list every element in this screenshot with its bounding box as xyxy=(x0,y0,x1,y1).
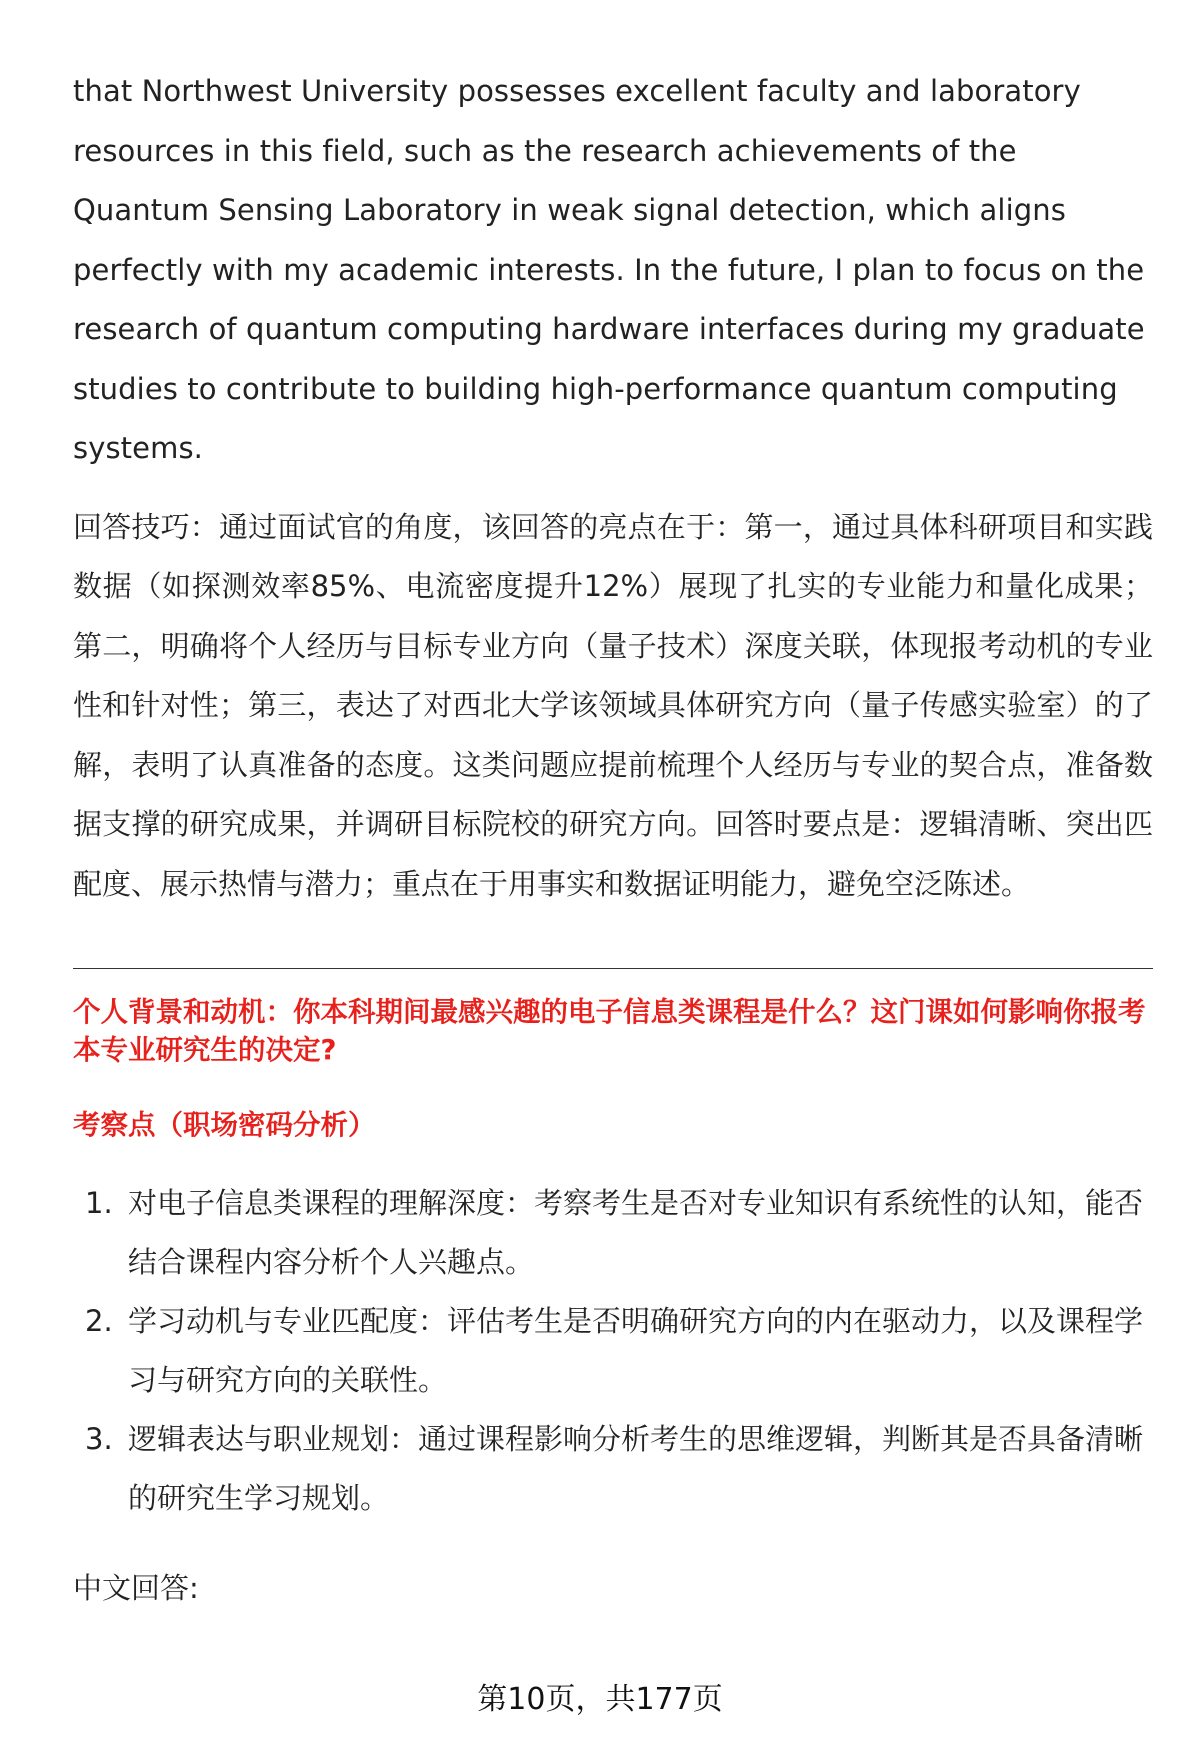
list-item xyxy=(73,1174,1153,1292)
list-item-text: 逻辑表达与职业规划：通过课程影响分析考生的思维逻辑，判断其是否具备清晰的研究生学习规划。 xyxy=(128,1422,1144,1515)
question-heading: 个人背景和动机：你本科期间最感兴趣的电子信息类课程是什么？这门课如何影响你报考本专业研究生的决定? xyxy=(73,996,1146,1066)
tips-label: 回答技巧： xyxy=(73,509,219,544)
page-number-footer: 第10页，共177页 xyxy=(477,1682,723,1717)
tips-text: 通过面试官的角度，该回答的亮点在于：第一，通过具体科研项目和实践数据（如探测效率85%、电流密度提升12%）展现了扎实的专业能力和量化成果；第二，明确将个人经历与目标专业方向（量子技术）深度关联，体现报考动机的专业性和针对性；第三，表达了对西北大学该领域具体研究方向（量子传感实验室）的了解，表明了认真准备的态度。这类问题应提前梳理个人经历与专业的契合点，准备数据支撑的研究成果，并调研目标院校的研究方向。回答时要点是：逻辑清晰、突出匹配度、展示热情与潜力；重点在于用事实和数据证明能力，避免空泛陈述。 xyxy=(73,509,1153,901)
answer-tips-paragraph xyxy=(73,498,1153,915)
chinese-answer-label: 中文回答: xyxy=(73,1571,199,1605)
list-item-number: 3. xyxy=(85,1422,113,1456)
assessment-points-list xyxy=(73,1174,1153,1528)
continuation-paragraph: that Northwest University possesses excellent faculty and laboratory resources in this field, such as the research achievements of the Quantum Sensing Laboratory in weak signal detection, which aligns perfectly with my academic interests. In the future, I plan to focus on the research of quantum computing hardware interfaces during my graduate studies to contribute to building high-performance quantum computing systems. xyxy=(73,74,1145,465)
list-item-number: 1. xyxy=(85,1186,113,1220)
assessment-heading: 考察点（职场密码分析） xyxy=(73,1109,376,1141)
document-page xyxy=(73,62,1153,1608)
list-item-text: 学习动机与专业匹配度：评估考生是否明确研究方向的内在驱动力，以及课程学习与研究方向的关联性。 xyxy=(128,1304,1144,1397)
list-item xyxy=(73,1292,1153,1410)
list-item xyxy=(73,1410,1153,1528)
list-item-text: 对电子信息类课程的理解深度：考察考生是否对专业知识有系统性的认知，能否结合课程内容分析个人兴趣点。 xyxy=(128,1186,1144,1279)
section-divider xyxy=(73,968,1153,969)
list-item-number: 2. xyxy=(85,1304,113,1338)
